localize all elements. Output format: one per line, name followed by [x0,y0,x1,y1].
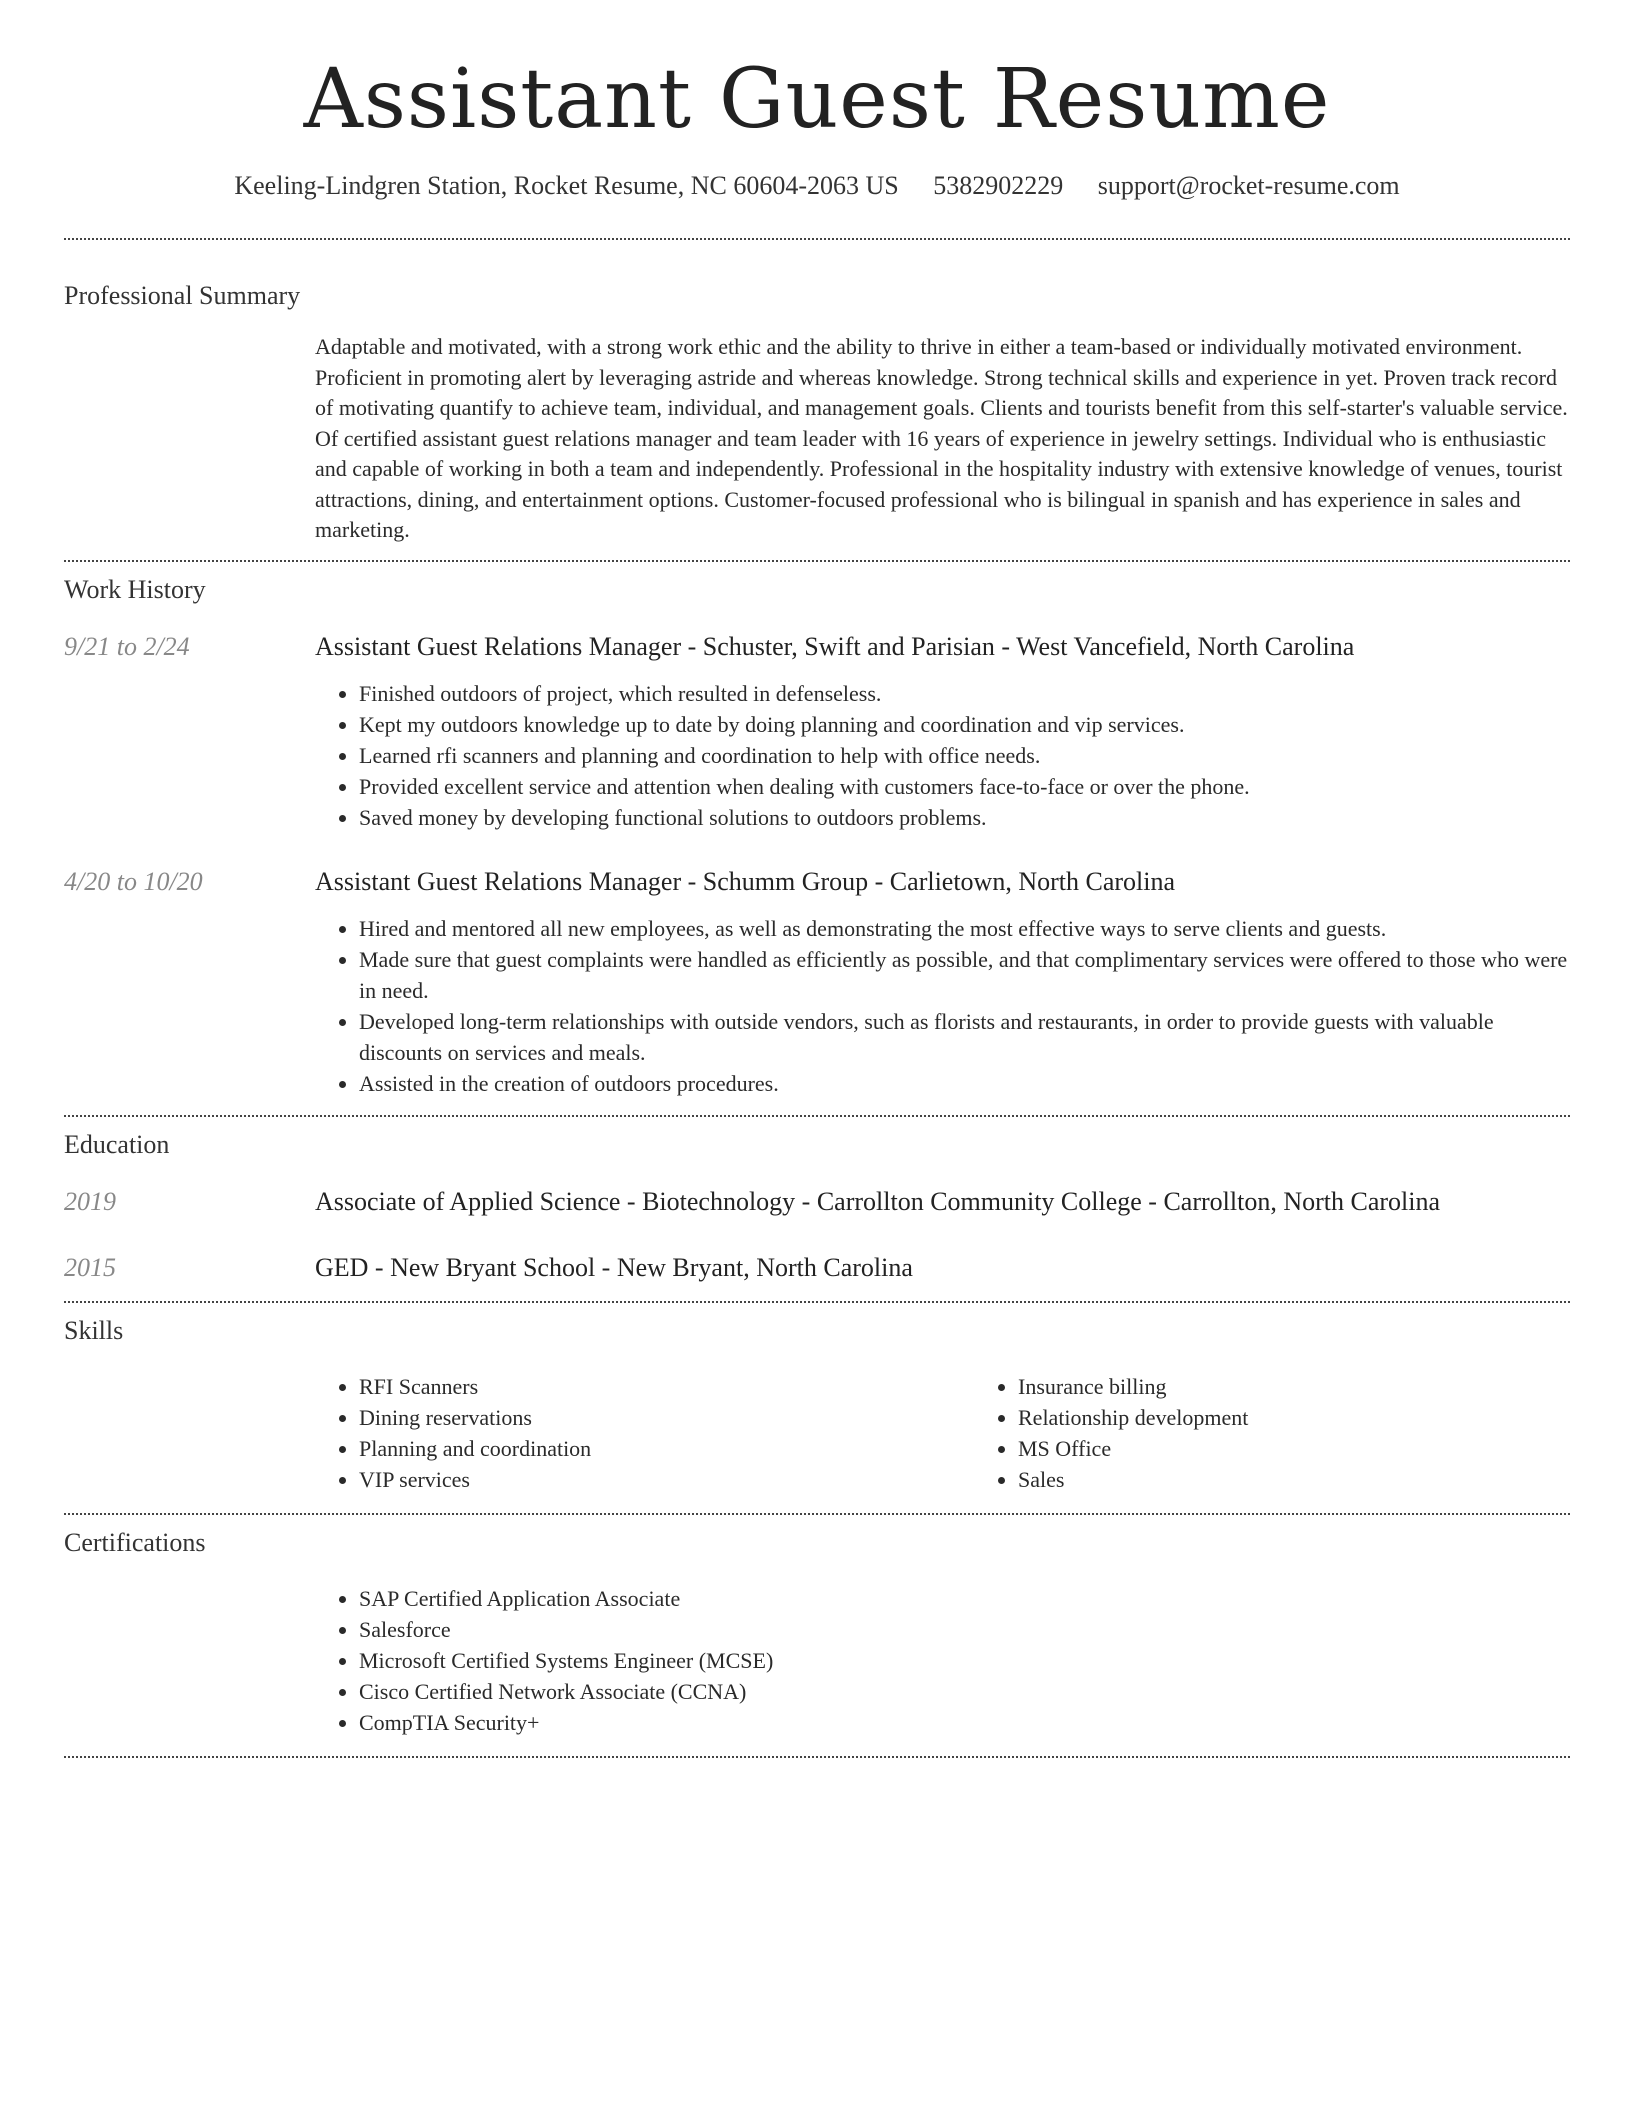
job-bullet: • Learned rfi scanners and planning and coordination to help with office needs. [359,740,1570,771]
section-divider [64,1756,1570,1758]
education-year: 2019 [64,1186,116,1216]
job-dates: 9/21 to 2/24 [64,631,190,661]
skill-item: • Insurance billing [1018,1371,1632,1402]
skills-list-left [315,1371,974,1495]
resume-page [64,0,1570,1758]
skill-item: • Relationship development [1018,1402,1632,1433]
education-entry [64,1251,1570,1285]
certifications-row [64,1583,1570,1738]
resume-title: Assistant Guest Resume [303,52,1331,147]
summary-row [64,332,1570,546]
job-bullet: • Developed long-term relationships with outside vendors, such as florists and restaurants, in order to provide guests with valuable discounts on services and meals. [359,1006,1570,1068]
contact-line [64,170,1570,202]
job-title: Assistant Guest Relations Manager - Schumm Group - Carlietown, North Carolina [315,866,1176,896]
job-entry [64,630,1570,833]
certification-item: • Cisco Certified Network Associate (CCNA) [359,1676,1570,1707]
section-divider [64,1513,1570,1515]
job-title: Assistant Guest Relations Manager - Schuster, Swift and Parisian - West Vancefield, North Carolina [315,631,1355,661]
section-divider [64,1301,1570,1303]
skill-item: • Planning and coordination [359,1433,974,1464]
education-heading: Education [64,1129,170,1159]
education-entry [64,1185,1570,1219]
education-detail: Associate of Applied Science - Biotechnology - Carrollton Community College - Carrollton, North Carolina [315,1186,1441,1216]
education-detail: GED - New Bryant School - New Bryant, North Carolina [315,1252,913,1282]
skills-heading: Skills [64,1315,124,1345]
section-divider [64,560,1570,562]
skill-item: • RFI Scanners [359,1371,974,1402]
skills-list-right [974,1371,1632,1495]
certification-item: • SAP Certified Application Associate [359,1583,1570,1614]
education-year: 2015 [64,1252,116,1282]
summary-text: Adaptable and motivated, with a strong work ethic and the ability to thrive in either a team-based or individually motivated environment. Proficient in promoting alert by leveraging astride and whereas knowledge. Strong technical skills and experience in yet. Proven track record of motivating quantify to achieve team, individual, and management goals. Clients and tourists benefit from this self-starter's valuable service. Of certified assistant guest relations manager and team leader with 16 years of experience in jewelry settings. Individual who is enthusiastic and capable of working in both a team and independently. Professional in the hospitality industry with extensive knowledge of venues, tourist attractions, dining, and entertainment options. Customer-focused professional who is bilingual in spanish and has experience in sales and marketing. [315,334,1568,542]
certification-item: • CompTIA Security+ [359,1707,1570,1738]
skill-item: • MS Office [1018,1433,1632,1464]
contact-phone: 5382902229 [933,171,1064,200]
job-bullets [315,678,1570,833]
certification-item: • Salesforce [359,1614,1570,1645]
contact-address: Keeling-Lindgren Station, Rocket Resume, NC 60604-2063 US [234,171,899,200]
job-bullet: • Saved money by developing functional solutions to outdoors problems. [359,802,1570,833]
job-bullet: • Provided excellent service and attention when dealing with customers face-to-face or over the phone. [359,771,1570,802]
job-dates: 4/20 to 10/20 [64,866,203,896]
summary-heading: Professional Summary [64,281,301,310]
job-entry [64,865,1570,1099]
job-bullet: • Hired and mentored all new employees, as well as demonstrating the most effective ways to serve clients and guests. [359,913,1570,944]
skill-item: • VIP services [359,1464,974,1495]
skills-row [64,1371,1570,1495]
job-bullet: • Made sure that guest complaints were handled as efficiently as possible, and that complimentary services were offered to those who were in need. [359,944,1570,1006]
contact-email: support@rocket-resume.com [1097,171,1400,200]
certifications-heading: Certifications [64,1527,206,1557]
skill-item: • Dining reservations [359,1402,974,1433]
job-bullet: • Kept my outdoors knowledge up to date by doing planning and coordination and vip services. [359,709,1570,740]
skill-item: • Sales [1018,1464,1632,1495]
work-history-heading: Work History [64,574,206,604]
job-bullet: • Finished outdoors of project, which resulted in defenseless. [359,678,1570,709]
certification-item: • Microsoft Certified Systems Engineer (MCSE) [359,1645,1570,1676]
job-bullet: • Assisted in the creation of outdoors procedures. [359,1068,1570,1099]
section-divider [64,238,1570,240]
certifications-list [315,1583,1570,1738]
job-bullets [315,913,1570,1099]
section-divider [64,1115,1570,1117]
